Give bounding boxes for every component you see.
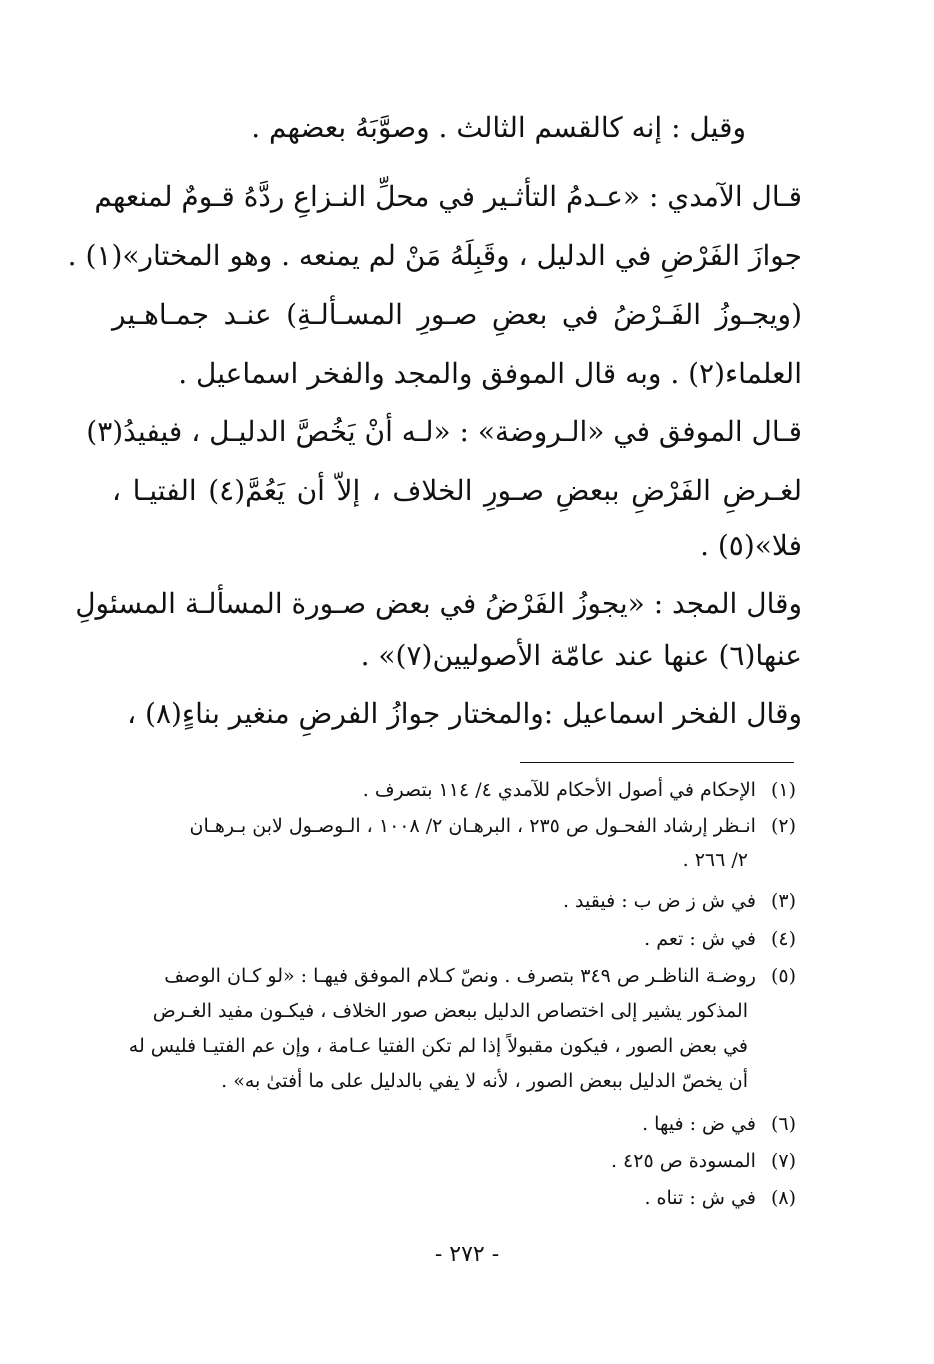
- footnote-4: [112, 925, 796, 953]
- body-line-1: وقيل : إنه كالقسم الثالث . وصوَّبَهُ بعضهم .: [251, 111, 746, 144]
- footnote-text: في ش ز ض ب : فيقيد .: [562, 890, 756, 912]
- footnote-8: [112, 1184, 796, 1212]
- footnote-1: [112, 776, 796, 804]
- body-line-11: وقال الفخر اسماعيل :والمختار جوازُ الفرضِ منغير بناءٍ(٨) ،: [127, 697, 802, 730]
- footnote-number: (١): [770, 779, 796, 801]
- footnote-text: الإحكام في أصول الأحكام للآمدي ٤/ ١١٤ بتصرف .: [362, 779, 756, 801]
- footnote-text: المسودة ص ٤٢٥ .: [610, 1150, 756, 1172]
- footnote-2-continuation: ٢/ ٢٦٦ .: [682, 849, 748, 871]
- footnote-5-line-4: أن يخصّ الدليل ببعض الصور ، لأنه لا يفي بالدليل على ما أفتىٰ به» .: [221, 1070, 748, 1092]
- footnote-number: (٨): [770, 1187, 796, 1209]
- body-line-3: جوازَ الفَرْضِ في الدليل ، وقَبِلَهُ مَنْ لم يمنعه . وهو المختار»(١) .: [67, 239, 802, 272]
- body-line-9: وقال المجد : «يجوزُ الفَرْضُ في بعض صـورة المسألـة المسئولِ: [75, 587, 802, 620]
- body-line-7: لغـرضِ الفَرْضِ ببعضِ صـورِ الخلاف ، إلاّ أن يَعُمَّ(٤) الفتيـا ،: [112, 474, 802, 507]
- footnote-text: انـظر إرشاد الفحـول ص ٢٣٥ ، البرهـان ٢/ ١٠٠٨ ، الـوصـول لابن بـرهـان: [189, 815, 756, 837]
- footnote-number: (٢): [770, 815, 796, 837]
- body-line-8: فلا»(٥) .: [700, 529, 802, 562]
- footnote-number: (٧): [770, 1150, 796, 1172]
- footnote-text: في ش : تناه .: [644, 1187, 756, 1209]
- body-line-2: قـال الآمدي : «عـدمُ التأثـير في محلِّ النـزاعِ ردَّهُ قـومٌ لمنعهم: [94, 180, 802, 213]
- footnote-text: في ش : تعم .: [644, 928, 756, 950]
- footnote-number: (٥): [770, 965, 796, 987]
- footnote-2: [112, 812, 796, 840]
- footnote-separator: [520, 762, 794, 763]
- footnote-5-line-3: في بعض الصور ، فيكون مقبولاً إذا لم تكن الفتيا عـامة ، وإن عم الفتيـا فليس له: [128, 1035, 748, 1057]
- footnote-number: (٤): [770, 928, 796, 950]
- footnote-number: (٣): [770, 890, 796, 912]
- body-line-6: قـال الموفق في «الـروضة» : «لـه أنْ يَخُصَّ الدليـل ، فيفيدُ(٣): [86, 415, 802, 448]
- footnote-5-line-2: المذكور يشير إلى اختصاص الدليل ببعض صور الخلاف ، فيكـون مفيد الغـرض: [152, 1000, 748, 1022]
- page-number: - ٢٧٢ -: [434, 1242, 500, 1267]
- body-line-5: العلماء(٢) . وبه قال الموفق والمجد والفخر اسماعيل .: [178, 357, 802, 390]
- footnote-6: [112, 1110, 796, 1138]
- footnote-number: (٦): [770, 1113, 796, 1135]
- footnote-text: روضـة الناظـر ص ٣٤٩ بتصرف . ونصّ كـلام الموفق فيهـا : «لو كـان الوصف: [164, 965, 756, 987]
- footnote-3: [112, 887, 796, 915]
- footnote-text: في ض : فيها .: [642, 1113, 756, 1135]
- footnote-5: [112, 962, 796, 990]
- body-line-10: عنها(٦) عنها عند عامّة الأصوليين(٧)» .: [360, 639, 802, 672]
- body-line-4: (ويجـوزُ الفَـرْضُ في بعضِ صـورِ المسـألـةِ) عنـد جمـاهـير: [112, 298, 802, 331]
- footnote-7: [112, 1147, 796, 1175]
